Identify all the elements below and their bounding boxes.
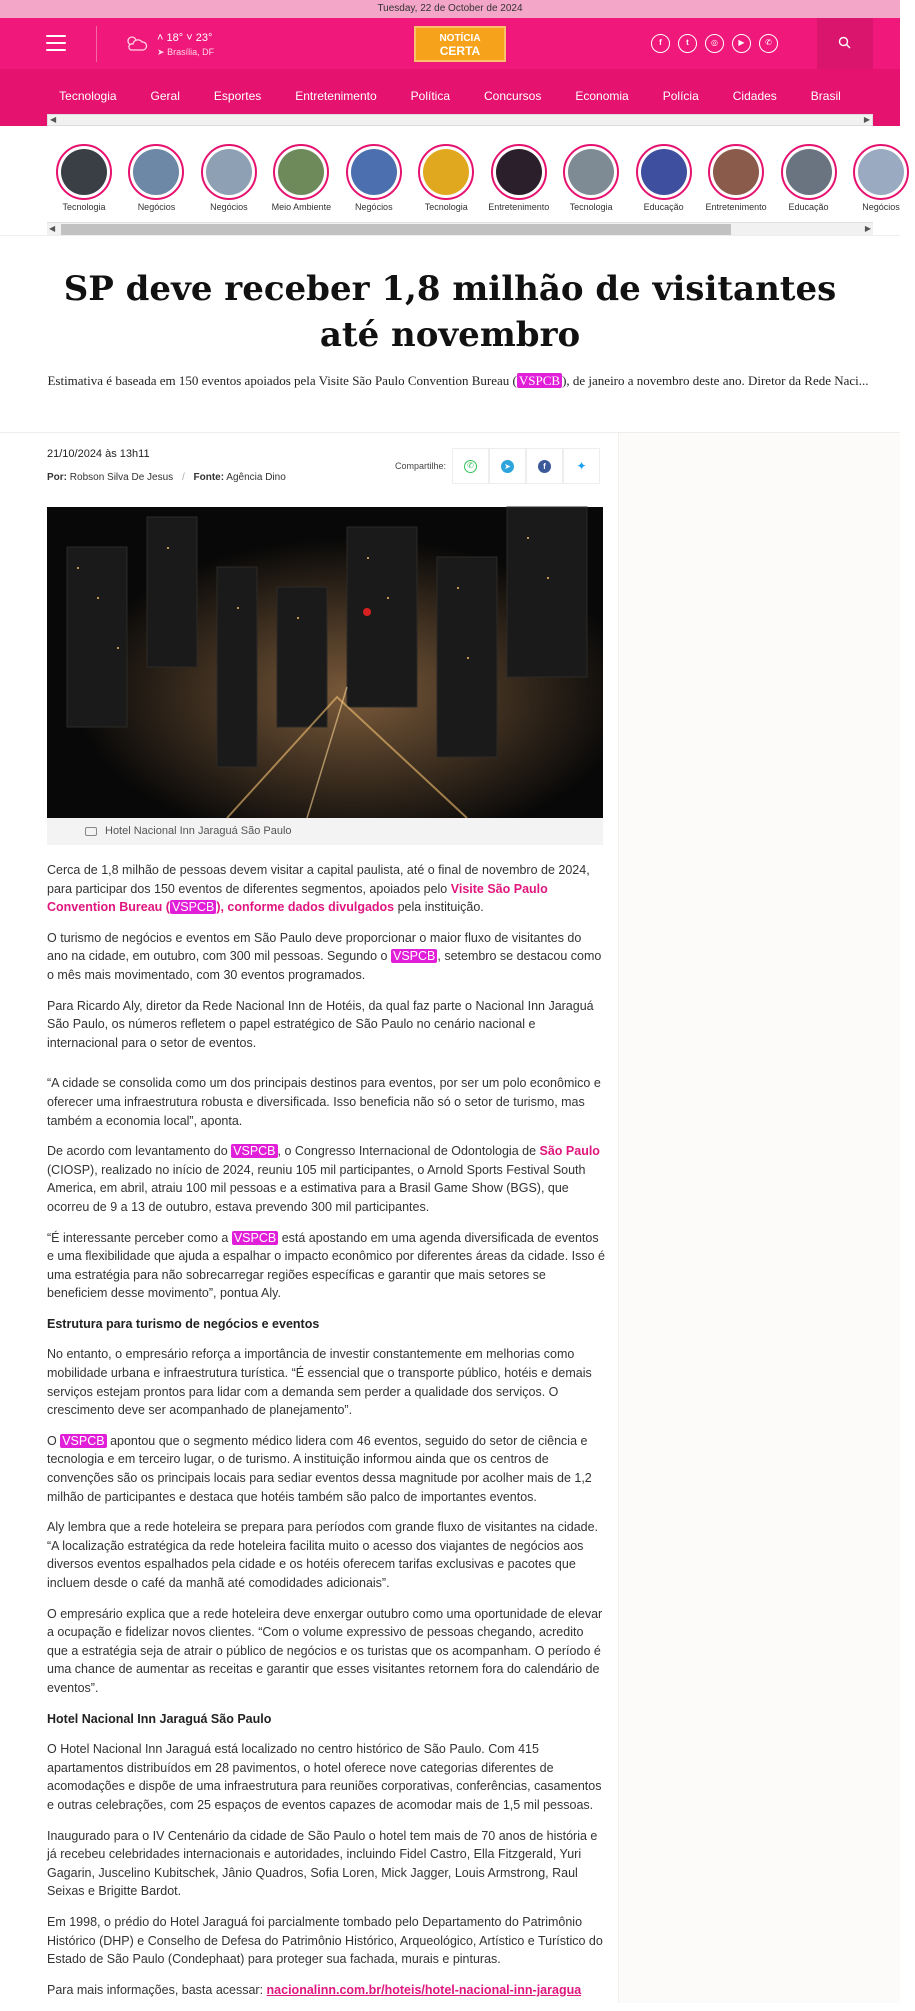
city-night-image [47,507,603,818]
city-name: Brasília, DF [167,47,215,57]
weather-temps [157,32,212,44]
paragraph: Em 1998, o prédio do Hotel Jaraguá foi parcialmente tombado pelo Departamento do Patrimônio Histórico (DHP) e Conselho de Defesa do Patrimônio Histórico, Arqueológico, Artístico e Turístico do Estado de São Paulo (Condephaat) para proteger sua fachada, murais e pinturas. [47,1914,603,1967]
paragraph: Para mais informações, basta acessar: nacionalinn.com.br/hoteis/hotel-nacional-inn-jaragua [47,1982,582,1997]
story-item[interactable] [122,144,190,212]
weather-city [157,47,214,58]
story-thumb [636,144,692,200]
author-name[interactable]: Robson Silva De Jesus [69,472,174,483]
story-thumb [201,144,257,200]
story-carousel [50,144,900,216]
source-link[interactable]: ), conforme dados divulgados [216,900,395,915]
article-date: 21/10/2024 às 13h11 [47,448,150,460]
story-item[interactable] [195,144,263,212]
share-whatsapp-button[interactable] [452,448,489,484]
paragraph: De acordo com levantamento do VSPCB , o Congresso Internacional de Odontologia de São Paulo (CIOSP), realizado no início de 2024, reuniu 105 mil participantes, o Arnold Sports Festival South America, em abril, atraiu 100 mil pessoas e a estimativa para a Brasil Game Show (BGS), que ocorreu de 9 a 13 de outubro, estava prevendo 300 mil participantes. [47,1144,600,1214]
vspcb-link[interactable]: Visite São Paulo Convention Bureau [47,881,548,915]
story-label: Tecnologia [424,202,468,212]
divider [0,235,900,236]
story-item[interactable] [485,144,553,212]
whatsapp-icon: ✆ [464,460,477,473]
paragraph: Inaugurado para o IV Centenário da cidade de São Paulo o hotel tem mais de 70 anos de história e já recebeu celebridades internacionais e autoridades, incluindo Fidel Castro, Ella Fitzgerald, Yuri Gagarin, Juscelino Kubitschek, Jânio Quadros, Sofia Loren, Mick Jagger, Louis Armstrong, Raul Seixas e Brigitte Bardot. [47,1828,598,1899]
story-label: Negócios [137,202,176,212]
facebook-icon[interactable]: f [651,34,670,53]
story-label: Tecnologia [569,202,613,212]
source-name: Agência Dino [226,472,286,483]
article-body [47,861,605,2011]
story-thumb [346,144,402,200]
nav-item-brasil[interactable]: Brasil [810,88,841,103]
vspcb-highlight[interactable]: VSPCB [518,373,561,388]
nav-item-concursos[interactable]: Concursos [484,88,542,103]
share-label: Compartilhe: [395,461,447,471]
telegram-icon: ➤ [501,460,514,473]
social-links [651,34,778,53]
sidebar [618,433,900,2003]
nav-item-esportes[interactable]: Esportes [213,88,262,103]
nav-item-entretenimento[interactable]: Entretenimento [295,88,377,103]
share-twitter-button[interactable] [563,448,600,484]
nav-item-economia[interactable]: Economia [575,88,629,103]
paragraph: No entanto, o empresário reforça a importância de investir constantemente em melhorias como mobilidade urbana e infraestrutura turística. “É essencial que o transporte público, hotéis e demais serviços estejam prontos para lidar com a demanda sem perder a qualidade dos serviços. O crescimento deve ser acompanhado de planejamento”. [47,1347,592,1418]
story-label: Negócios [210,202,248,212]
twitter-icon[interactable]: t [678,34,697,53]
story-item[interactable] [267,144,335,212]
sao-paulo-link[interactable]: São Paulo [539,1144,600,1159]
camera-icon [85,827,97,836]
search-icon [838,36,851,49]
story-label: Negócios [355,202,393,212]
share-telegram-button[interactable] [489,448,526,484]
scroll-right-icon[interactable]: ▶ [863,115,870,124]
nav-item-politica[interactable]: Política [410,88,450,103]
scroll-left-icon[interactable]: ◀ [50,115,57,124]
article-byline: Por: Robson Silva De Jesus / Fonte: Agência Dino [47,472,286,483]
paragraph: O empresário explica que a rede hoteleira deve enxergar outubro como uma oportunidade de elevar a ocupação e fidelizar novos clientes. “Com o volume expressivo de pessoas chegando, acredito que a estratégia seja de atrair o público de negócios e os turistas que os acompanham. O período é uma chance de aumentar as receitas e garantir que esses visitantes retornem fora do calendário de eventos”. [47,1606,603,1695]
share-facebook-button[interactable] [526,448,563,484]
paragraph: O turismo de negócios e eventos em São Paulo deve proporcionar o maior fluxo de visitantes do ano na cidade, em outubro, com 300 mil pessoas. Segundo o VSPCB , setembro se destacou como o mês mais movimentado, com 30 eventos programados. [47,930,602,982]
story-label: Tecnologia [62,202,106,212]
paragraph: O VSPCB apontou que o segmento médico lidera com 46 eventos, seguido do setor de ciência e tecnologia e em terceiro lugar, o de turismo. A instituição informou ainda que os centros de convenções são os principais locais para sediar eventos dessa magnitude por acolher mais de 1,2 milhão de participantes e destaca que hotéis também são palco de importantes eventos. [47,1433,592,1504]
section-heading: Hotel Nacional Inn Jaraguá São Paulo [47,1711,272,1726]
scroll-left-icon[interactable]: ◀ [49,224,56,233]
site-header [0,18,900,69]
photo-caption: Hotel Nacional Inn Jaraguá São Paulo [47,818,603,845]
article-photo [47,507,603,818]
scroll-right-icon[interactable]: ▶ [864,224,871,233]
top-date-bar: Tuesday, 22 de October de 2024 [0,0,900,18]
paragraph: Para Ricardo Aly, diretor da Rede Nacional Inn de Hotéis, da qual faz parte o Nacional Inn Jaraguá São Paulo, os números refletem o papel estratégico de São Paulo no cenário nacional e internacional para o setor de eventos. [47,998,594,1050]
story-item[interactable] [630,144,698,212]
story-scrollbar[interactable] [47,222,873,235]
hotel-website-link[interactable]: nacionalinn.com.br/hoteis/hotel-nacional-inn-jaragua [266,1982,582,1997]
vspcb-highlight[interactable]: VSPCB [233,1230,277,1245]
vspcb-highlight[interactable]: VSPCB [392,949,436,964]
paragraph: Aly lembra que a rede hoteleira se prepara para períodos com grande fluxo de visitantes na cidade. “A localização estratégica da rede hoteleira facilita muito o acesso dos viajantes de negócios aos diversos eventos espalhados pela cidade e os hotéis oferecem tarifas exclusivas e pacotes que incluem desde o café da manhã até comodidades adicionais”. [47,1520,599,1590]
search-button[interactable] [817,18,873,69]
story-label: Meio Ambiente [271,202,332,212]
temp-max: 18° [166,32,184,44]
story-item[interactable] [847,144,915,212]
paragraph: “É interessante perceber como a VSPCB está apostando em uma agenda diversificada de eventos e uma flexibilidade que ajuda a espalhar o impacto econômico por diferentes áreas da cidade. Isso é uma estratégia para não sobrecarregar regiões específicas e garantir que mais setores se beneficiem desse movimento”, pontua Aly. [47,1230,605,1301]
article-subtitle: Estimativa é baseada em 150 eventos apoiados pela Visite São Paulo Convention Bureau ( VSPCB ), de janeiro a novembro deste ano. Diretor da Rede Naci... [47,373,869,388]
arrow-up-icon: ˄ [157,32,164,44]
story-thumb [708,144,764,200]
menu-icon[interactable] [46,35,66,51]
story-thumb [781,144,837,200]
story-label: Entretenimento [705,202,767,212]
story-item[interactable] [50,144,118,212]
story-label: Educação [643,202,684,212]
instagram-icon[interactable]: ◎ [705,34,724,53]
story-item[interactable] [702,144,770,212]
nav-item-tecnologia[interactable]: Tecnologia [59,88,117,103]
nav-item-cidades[interactable]: Cidades [732,88,777,103]
story-item[interactable] [557,144,625,212]
share-buttons [452,448,600,484]
story-thumb [273,144,329,200]
nav-scrollbar[interactable] [47,114,873,126]
vspcb-highlight[interactable]: VSPCB [233,1144,276,1159]
article-title: SP deve receber 1,8 milhão de visitantes até novembro [63,269,837,355]
paragraph: Cerca de 1,8 milhão de pessoas devem visitar a capital paulista, até o final de novembro de 2024, para participar dos 150 eventos de diferentes segmentos, apoiados pelo Visite São Paulo Convention Bureau ( VSPCB ), conforme dados divulgados pela instituição. [47,863,590,915]
story-thumb [853,144,909,200]
scrollbar-thumb[interactable] [61,224,731,235]
header-divider [96,26,97,62]
vspcb-highlight[interactable]: VSPCB [171,900,215,915]
logo-line1: NOTÍCIA [439,33,481,44]
site-logo[interactable] [414,26,506,62]
story-label: Entretenimento [488,202,550,212]
location-arrow-icon: ➤ [157,47,165,57]
story-thumb [563,144,619,200]
whatsapp-icon[interactable]: ✆ [759,34,778,53]
story-label: Educação [788,202,829,212]
twitter-icon: ✦ [576,458,587,473]
vspcb-highlight[interactable]: VSPCB [62,1433,105,1448]
section-heading: Estrutura para turismo de negócios e eventos [47,1316,320,1331]
story-item[interactable] [412,144,480,212]
story-label: Negócios [862,202,900,212]
story-thumb [56,144,112,200]
paragraph: “A cidade se consolida como um dos principais destinos para eventos, por ser um polo econômico e oferecer uma infraestrutura robusta e diversificada. Isso beneficia não só o setor de turismo, mas também a economia local”, aponta. [47,1076,601,1128]
paragraph: O Hotel Nacional Inn Jaraguá está localizado no centro histórico de São Paulo. Com 415 apartamentos distribuídos em 28 pavimentos, o hotel oferece nove categorias diferentes de acomodações e dispõe de uma infraestrutura para reuniões corporativas, conferências, casamentos e outras celebrações, com 25 espaços de eventos capazes de acomodar mais de 1,5 mil pessoas. [47,1742,602,1812]
cloud-sun-icon [124,34,148,52]
logo-line2: CERTA [439,44,481,58]
story-item[interactable] [775,144,843,212]
nav-item-geral[interactable]: Geral [150,88,180,103]
temp-min: 23° [195,32,213,44]
story-thumb [491,144,547,200]
arrow-down-icon: ˅ [186,32,193,44]
facebook-icon: f [538,460,551,473]
story-thumb [128,144,184,200]
story-thumb [418,144,474,200]
nav-item-policia[interactable]: Polícia [662,88,699,103]
story-item[interactable] [340,144,408,212]
youtube-icon[interactable]: ▶ [732,34,751,53]
